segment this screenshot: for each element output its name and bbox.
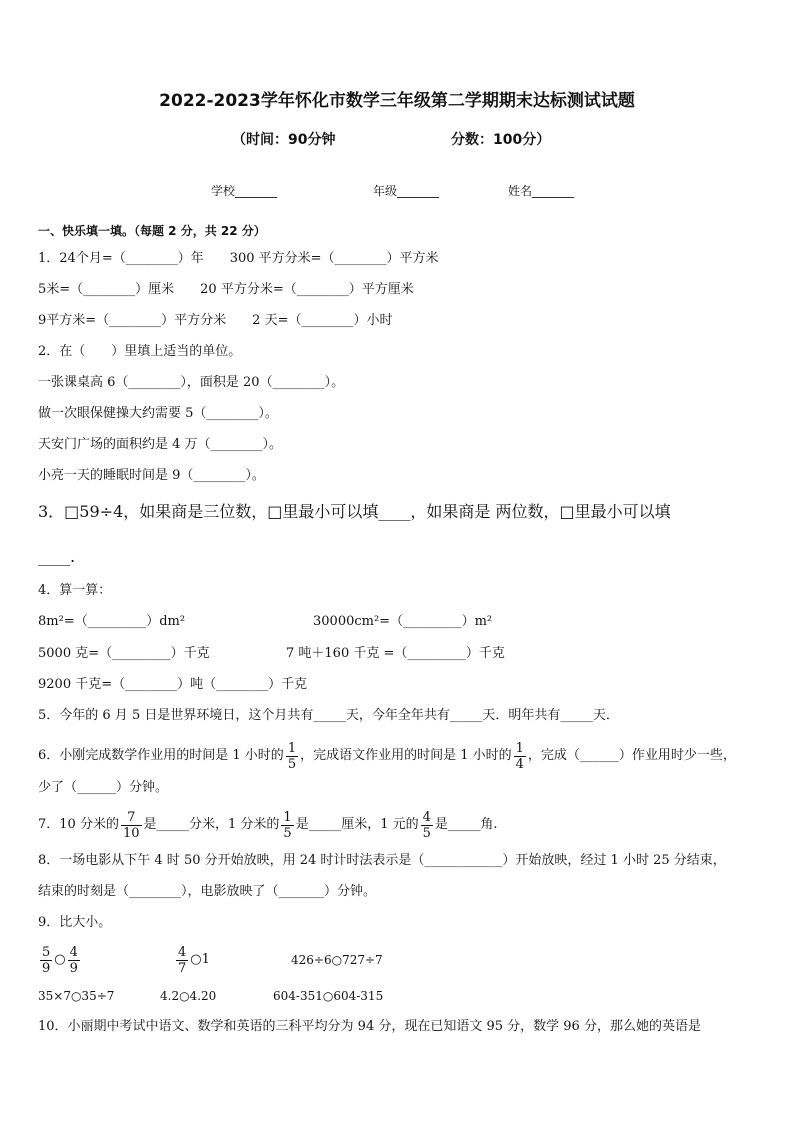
q9-item-f: 604-351○604-315 <box>273 989 384 1003</box>
q9-compare-op1: ○ <box>54 952 66 967</box>
q8-line2: 结束的时刻是（________），电影放映了（_______）分钟。 <box>38 884 377 899</box>
q2-line4: 天安门广场的面积约是 4 万（________）。 <box>38 437 283 452</box>
exam-time: （时间：90分钟 <box>232 132 336 148</box>
q9-fraction2: $\frac{4}{9}$ <box>69 944 78 976</box>
q7-text4: 是_____角. <box>434 817 498 832</box>
q9-compare-op2: ○1 <box>190 952 210 967</box>
q5-line1: 5．今年的 6 月 5 日是世界环境日，这个月共有_____天，今年全年共有_____天．明年共有_____天． <box>38 708 619 723</box>
q7-text3: 是_____厘米，1 元的 <box>295 817 419 832</box>
grade-field: 年级_______ <box>373 184 440 198</box>
q6-line2: 少了（______）分钟。 <box>38 780 169 795</box>
school-field: 学校_______ <box>211 184 278 198</box>
q9-item-e: 4.2○4.20 <box>160 989 217 1003</box>
q7-text1: 7．10 分米的 <box>38 817 119 832</box>
section-heading: 一、快乐填一填。（每题 2 分，共 22 分） <box>38 224 266 238</box>
q2-line2: 一张课桌高 6（________），面积是 20（________）。 <box>38 375 345 390</box>
q2-line3: 做一次眼保健操大约需要 5（________）。 <box>38 406 278 421</box>
q7-line1 <box>38 805 498 845</box>
q4-line1: 4．算一算： <box>38 583 112 598</box>
q3-line2: ____. <box>38 547 76 566</box>
q6-text1: 6．小刚完成数学作业用的时间是 1 小时的 <box>38 748 284 763</box>
q3-line1: 3．□59÷4，如果商是三位数，□里最小可以填____，如果商是 两位数，□里最小可以填 <box>38 502 671 521</box>
q6-fraction2: $\frac{1}{4}$ <box>515 740 524 772</box>
q7-fraction3: $\frac{4}{5}$ <box>422 809 431 841</box>
q1-line1: 1．24个月=（________）年 300 平方分米=（________）平方米 <box>38 251 439 266</box>
q8-line1: 8．一场电影从下午 4 时 50 分开始放映，用 24 时计时法表示是（____________）开始放映，经过 1 小时 25 分结束， <box>38 853 726 868</box>
q9-item-b <box>174 940 210 980</box>
q9-item-d: 35×7○35÷7 <box>38 989 115 1003</box>
q6-line1 <box>38 736 736 776</box>
q4-item-d: 7 吨＋160 千克 =（_________）千克 <box>286 646 505 661</box>
q4-item-e: 9200 千克=（________）吨（________）千克 <box>38 677 308 692</box>
q1-line2: 5米=（________）厘米 20 平方分米=（________）平方厘米 <box>38 282 414 297</box>
q1-line3: 9平方米=（________）平方分米 2 天=（________）小时 <box>38 313 393 328</box>
q7-fraction1: $\frac{7}{10}$ <box>122 809 140 841</box>
q4-item-b: 30000cm²=（_________）m² <box>313 614 493 629</box>
q9-item-a <box>38 940 82 980</box>
q2-line5: 小亮一天的睡眠时间是 9（________）。 <box>38 468 265 483</box>
q6-fraction1: $\frac{1}{5}$ <box>287 740 297 772</box>
q9-fraction1: $\frac{5}{9}$ <box>42 944 51 976</box>
q6-text3: ，完成（______）作业用时少一些， <box>527 748 736 763</box>
name-field: 姓名_______ <box>508 184 575 198</box>
q10-line1: 10．小丽期中考试中语文、数学和英语的三科平均分为 94 分，现在已知语文 95 分，数学 96 分，那么她的英语是 <box>38 1019 701 1034</box>
q9-line1: 9．比大小。 <box>38 915 112 930</box>
q9-item-c: 426÷6○727÷7 <box>291 953 383 967</box>
q6-text2: ，完成语文作业用的时间是 1 小时的 <box>300 748 512 763</box>
q2-line1: 2．在（ ）里填上适当的单位。 <box>38 344 242 359</box>
q7-text2: 是_____分米，1 分米的 <box>143 817 280 832</box>
q4-item-a: 8m²=（_________）dm² <box>38 614 186 629</box>
page-title: 2022-2023学年怀化市数学三年级第二学期期末达标测试试题 <box>159 91 635 111</box>
q7-fraction2: $\frac{1}{5}$ <box>283 809 292 841</box>
q4-item-c: 5000 克=（_________）千克 <box>38 646 210 661</box>
exam-score: 分数：100分） <box>451 132 551 148</box>
q9-fraction3: $\frac{4}{7}$ <box>178 944 187 976</box>
